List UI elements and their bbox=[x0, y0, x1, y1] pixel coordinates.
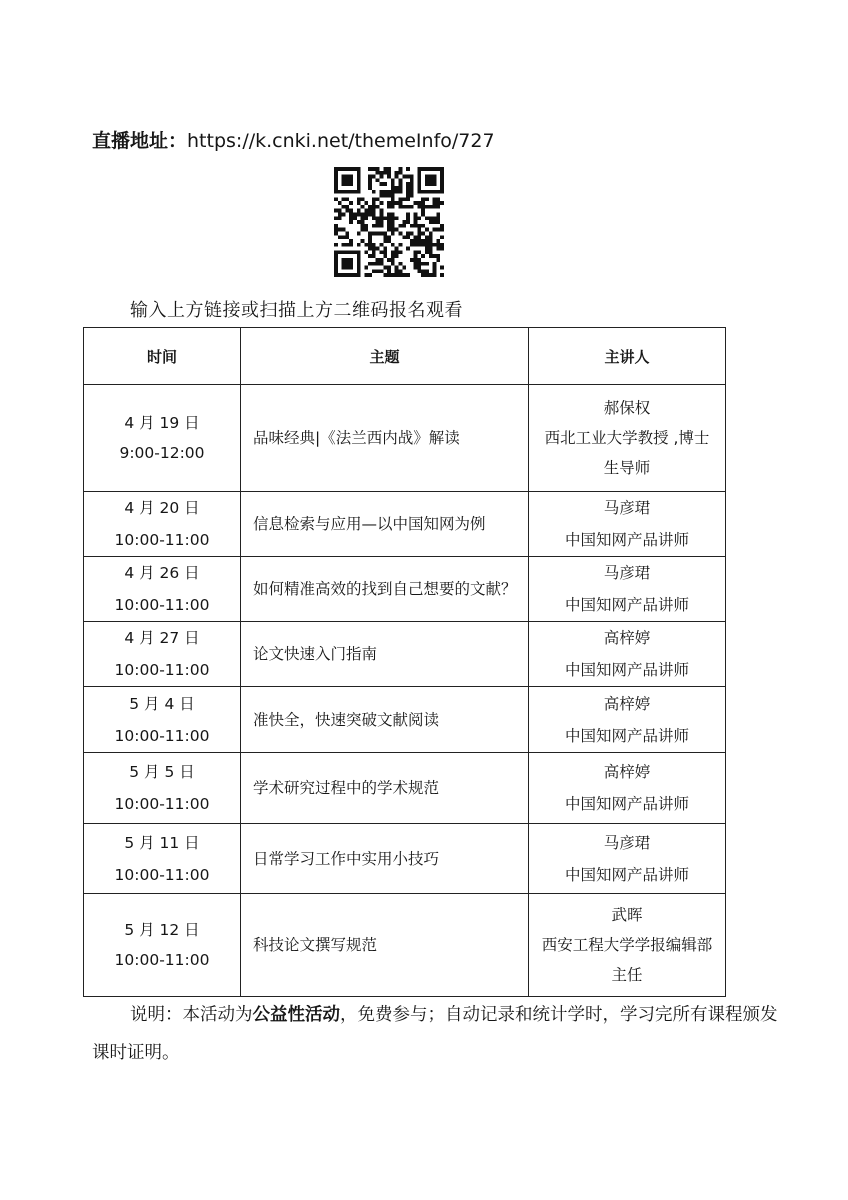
time-cell bbox=[84, 753, 241, 824]
time-cell bbox=[84, 687, 241, 753]
time-cell bbox=[84, 557, 241, 622]
topic-cell: 学术研究过程中的学术规范 bbox=[241, 753, 529, 824]
speaker-name: 武晖 bbox=[611, 906, 643, 924]
table-row bbox=[84, 687, 726, 753]
live-address-url[interactable]: https://k.cnki.net/themeInfo/727 bbox=[187, 130, 495, 152]
topic-cell: 品味经典|《法兰西内战》解读 bbox=[241, 385, 529, 492]
session-date: 4 月 27 日 bbox=[124, 629, 200, 647]
header-time: 时间 bbox=[84, 328, 241, 385]
session-hours: 10:00-11:00 bbox=[114, 661, 210, 679]
speaker-cell bbox=[529, 824, 726, 894]
qr-code bbox=[334, 167, 444, 277]
time-cell bbox=[84, 894, 241, 997]
speaker-name: 高梓婷 bbox=[603, 629, 651, 647]
speaker-cell bbox=[529, 557, 726, 622]
session-date: 4 月 26 日 bbox=[124, 564, 200, 582]
session-hours: 10:00-11:00 bbox=[114, 596, 210, 614]
speaker-name: 郝保权 bbox=[603, 399, 651, 417]
live-address-label: 直播地址： bbox=[92, 130, 188, 152]
session-hours: 10:00-11:00 bbox=[114, 865, 210, 884]
speaker-cell bbox=[529, 622, 726, 687]
time-cell bbox=[84, 622, 241, 687]
header-topic: 主题 bbox=[241, 328, 529, 385]
speaker-title: 西安工程大学学报编辑部主任 bbox=[541, 936, 713, 984]
speaker-cell bbox=[529, 894, 726, 997]
speaker-name: 马彦珺 bbox=[603, 499, 651, 517]
topic-cell: 如何精准高效的找到自己想要的文献？ bbox=[241, 557, 529, 622]
session-hours: 10:00-11:00 bbox=[114, 531, 210, 549]
instruction-text: 输入上方链接或扫描上方二维码报名观看 bbox=[130, 300, 463, 321]
table-row bbox=[84, 492, 726, 557]
table-row bbox=[84, 557, 726, 622]
session-date: 5 月 12 日 bbox=[124, 921, 200, 939]
speaker-cell bbox=[529, 687, 726, 753]
schedule-table bbox=[83, 327, 726, 997]
note-suffix: ，免费参与；自动记录和统计学时，学习完所有课程颁发课时证明。 bbox=[92, 1005, 778, 1063]
speaker-name: 高梓婷 bbox=[603, 694, 651, 713]
speaker-title: 中国知网产品讲师 bbox=[564, 661, 689, 679]
session-date: 5 月 4 日 bbox=[129, 694, 195, 713]
speaker-title: 西北工业大学教授 ,博士生导师 bbox=[544, 429, 710, 477]
time-cell bbox=[84, 824, 241, 894]
session-date: 5 月 5 日 bbox=[129, 763, 195, 781]
session-date: 5 月 11 日 bbox=[124, 833, 200, 852]
speaker-cell bbox=[529, 385, 726, 492]
topic-cell: 信息检索与应用—以中国知网为例 bbox=[241, 492, 529, 557]
speaker-cell bbox=[529, 492, 726, 557]
session-hours: 10:00-11:00 bbox=[114, 951, 210, 969]
speaker-name: 马彦珺 bbox=[603, 564, 651, 582]
topic-cell: 论文快速入门指南 bbox=[241, 622, 529, 687]
table-row bbox=[84, 385, 726, 492]
speaker-title: 中国知网产品讲师 bbox=[564, 865, 689, 884]
session-hours: 9:00-12:00 bbox=[119, 444, 205, 462]
header-speaker: 主讲人 bbox=[529, 328, 726, 385]
speaker-name: 高梓婷 bbox=[603, 763, 651, 781]
speaker-title: 中国知网产品讲师 bbox=[564, 726, 689, 745]
session-date: 4 月 19 日 bbox=[124, 414, 200, 432]
topic-cell: 科技论文撰写规范 bbox=[241, 894, 529, 997]
table-header-row bbox=[84, 328, 726, 385]
table-row bbox=[84, 622, 726, 687]
session-date: 4 月 20 日 bbox=[124, 499, 200, 517]
table-row bbox=[84, 824, 726, 894]
speaker-cell bbox=[529, 753, 726, 824]
note-emphasis: 公益性活动 bbox=[252, 1005, 340, 1025]
topic-cell: 日常学习工作中实用小技巧 bbox=[241, 824, 529, 894]
time-cell bbox=[84, 385, 241, 492]
speaker-title: 中国知网产品讲师 bbox=[564, 596, 689, 614]
topic-cell: 准快全，快速突破文献阅读 bbox=[241, 687, 529, 753]
live-address-line bbox=[92, 126, 495, 153]
session-hours: 10:00-11:00 bbox=[114, 795, 210, 813]
note-prefix: 说明：本活动为 bbox=[130, 1005, 253, 1025]
session-hours: 10:00-11:00 bbox=[114, 726, 210, 745]
speaker-title: 中国知网产品讲师 bbox=[564, 795, 689, 813]
table-row bbox=[84, 753, 726, 824]
time-cell bbox=[84, 492, 241, 557]
speaker-title: 中国知网产品讲师 bbox=[564, 531, 689, 549]
speaker-name: 马彦珺 bbox=[603, 833, 651, 852]
note-paragraph bbox=[92, 996, 782, 1072]
table-row bbox=[84, 894, 726, 997]
